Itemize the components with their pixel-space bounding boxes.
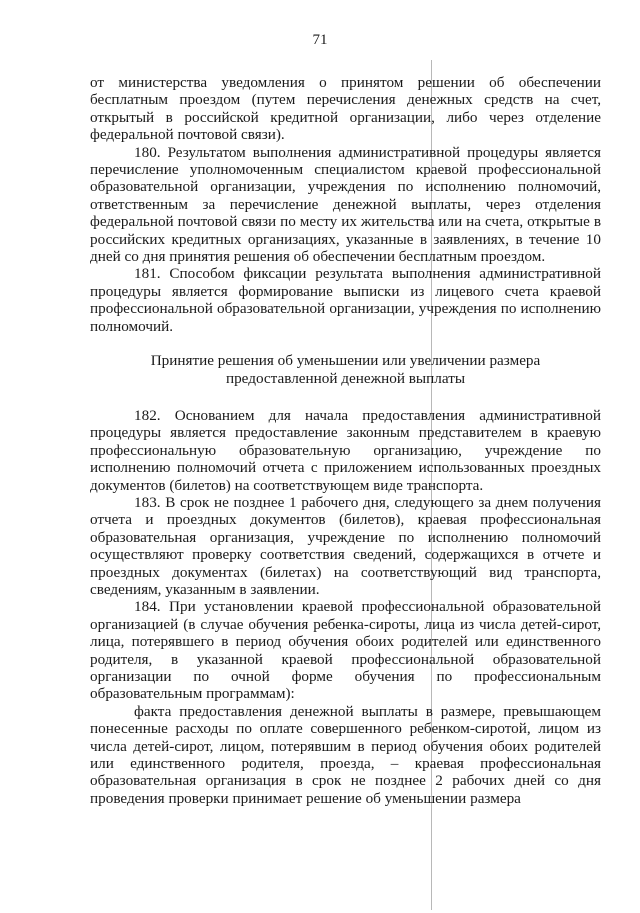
paragraph-184: 184. При установлении краевой профессиональной образовательной организацией (в случае обучения ребенка-сироты, лица из числа детей-сирот, лица, потерявшего в период обучения обоих родителей или единственного родителя, в указанной краевой профессиональной образовательной организации по очной форме обучения по профессиональным образовательным программам):: [90, 598, 601, 703]
section-heading-line-1: Принятие решения об уменьшении или увеличении размера: [150, 352, 541, 370]
page-number: 71: [312, 32, 328, 48]
paragraph-continuation: от министерства уведомления о принятом решении об обеспечении бесплатным проездом (путем перечисления денежных средств на счет, открытый в российской кредитной организации, либо через отделение федеральной почтовой связи).: [90, 74, 601, 144]
section-heading: [90, 352, 601, 387]
paragraph-182: 182. Основанием для начала предоставления административной процедуры является предоставление законным представителем в краевую профессиональную образовательную организацию, учреждение по исполнению полномочий отчета с приложением использованных проездных документов (билетов) на соответствующем виде транспорта.: [90, 406, 601, 494]
paragraph-180: 180. Результатом выполнения административной процедуры является перечисление уполномоченным специалистом краевой профессиональной образовательной организации, учреждения по исполнению полномочий, ответственным за перечисление денежной выплаты, через отделения федеральной почтовой связи по месту их жительства или на счета, открытые в российских кредитных организациях, указанные в заявлениях, в течение 10 дней со дня принятия решения об обеспечении бесплатным проездом.: [90, 143, 601, 266]
section-heading-line-2: предоставленной денежной выплаты: [225, 369, 466, 387]
paragraph-181: 181. Способом фиксации результата выполнения административной процедуры является формирование выписки из лицевого счета краевой профессиональной образовательной организации, учреждения по исполнению полномочий.: [90, 265, 601, 335]
paragraph-183: 183. В срок не позднее 1 рабочего дня, следующего за днем получения отчета и проездных документов (билетов), краевая профессиональная образовательная организация, учреждение по исполнению полномочий осуществляют проверку соответствия сведений, содержащихся в отчете и проездных документах (билетах) на соответствующий вид транспорта, сведениям, указанным в заявлении.: [90, 493, 601, 598]
document-body: [90, 74, 601, 807]
paragraph-184-fact: факта предоставления денежной выплаты в размере, превышающем понесенные расходы по оплате совершенного ребенком-сиротой, лицом из числа детей-сирот, лицом, потерявшим в период обучения обоих родителей или единственного родителя, проезда, – краевая профессиональная образовательная организация в срок не позднее 2 рабочих дней со дня проведения проверки принимает решение об уменьшении размера: [90, 702, 601, 807]
